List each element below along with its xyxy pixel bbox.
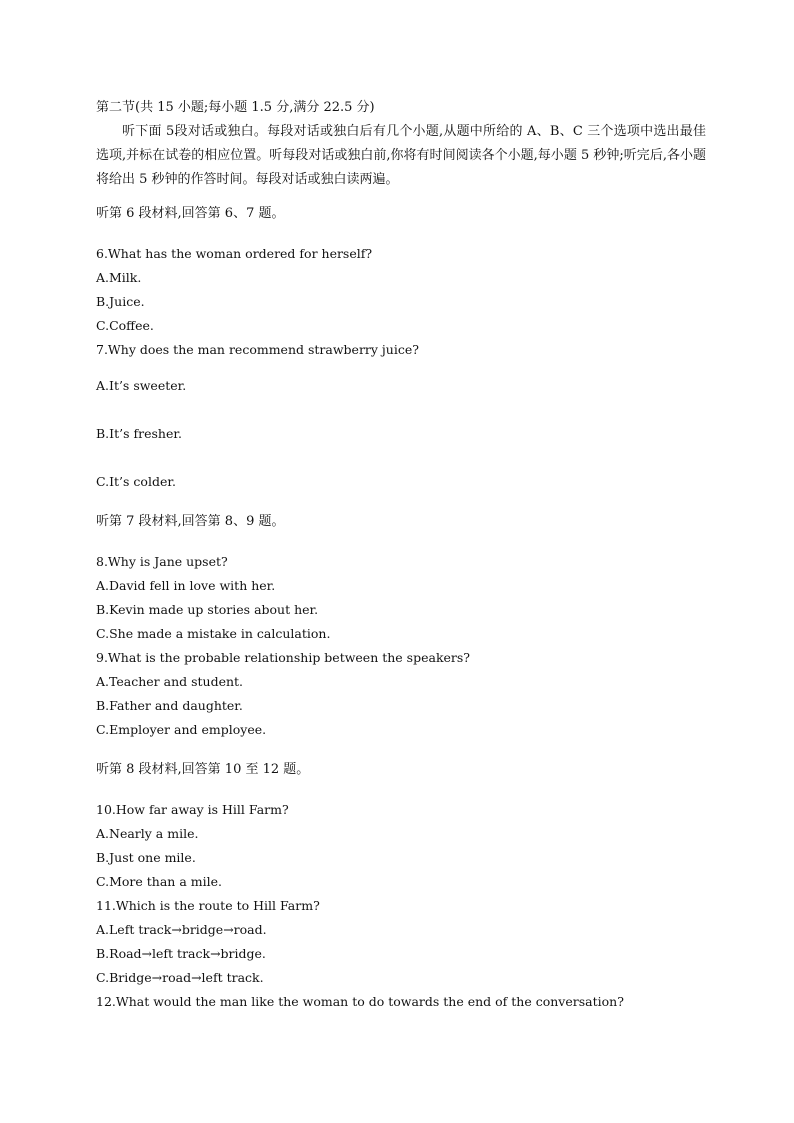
option-10b: B.Just one mile. xyxy=(96,850,196,865)
option-6b: B.Juice. xyxy=(96,294,145,309)
option-10a: A.Nearly a mile. xyxy=(96,826,199,841)
question-11: 11.Which is the route to Hill Farm? xyxy=(96,898,320,913)
option-9a: A.Teacher and student. xyxy=(96,674,244,689)
option-7c: C.It’s colder. xyxy=(96,474,176,489)
part-title-8: 听第 8 段材料,回答第 10 至 12 题。 xyxy=(96,762,310,777)
part-title-7: 听第 7 段材料,回答第 8、9 题。 xyxy=(96,514,285,529)
question-9: 9.What is the probable relationship between the speakers? xyxy=(96,650,471,665)
option-6a: A.Milk. xyxy=(96,270,142,285)
option-8a: A.David fell in love with her. xyxy=(96,578,276,593)
option-9c: C.Employer and employee. xyxy=(96,722,267,737)
section-header: 第二节(共 15 小题;每小题 1.5 分,满分 22.5 分) xyxy=(96,100,375,115)
option-11a: A.Left track→bridge→road. xyxy=(96,922,267,937)
question-12: 12.What would the man like the woman to do towards the end of the conversation? xyxy=(96,994,624,1009)
option-9b: B.Father and daughter. xyxy=(96,698,243,713)
option-11b: B.Road→left track→bridge. xyxy=(96,946,266,961)
option-8c: C.She made a mistake in calculation. xyxy=(96,626,331,641)
option-7a: A.It’s sweeter. xyxy=(96,378,187,393)
question-10: 10.How far away is Hill Farm? xyxy=(96,802,289,817)
option-10c: C.More than a mile. xyxy=(96,874,222,889)
question-8: 8.Why is Jane upset? xyxy=(96,554,228,569)
option-6c: C.Coffee. xyxy=(96,318,154,333)
section-instruction: 听下面 5段对话或独白。每段对话或独白后有几个小题,从题中所给的 A、B、C 三个选项中选出最佳选项,并标在试卷的相应位置。听每段对话或独白前,你将有时间阅读各个小题,每小题 5 秒钟;听完后,各小题将给出 5 秒钟的作答时间。每段对话或独白读两遍。 xyxy=(96,124,706,187)
question-6: 6.What has the woman ordered for herself? xyxy=(96,246,373,261)
exam-page xyxy=(96,98,706,1014)
option-8b: B.Kevin made up stories about her. xyxy=(96,602,319,617)
option-7b: B.It’s fresher. xyxy=(96,426,182,441)
option-11c: C.Bridge→road→left track. xyxy=(96,970,264,985)
part-title-6: 听第 6 段材料,回答第 6、7 题。 xyxy=(96,206,285,221)
question-7: 7.Why does the man recommend strawberry juice? xyxy=(96,342,419,357)
